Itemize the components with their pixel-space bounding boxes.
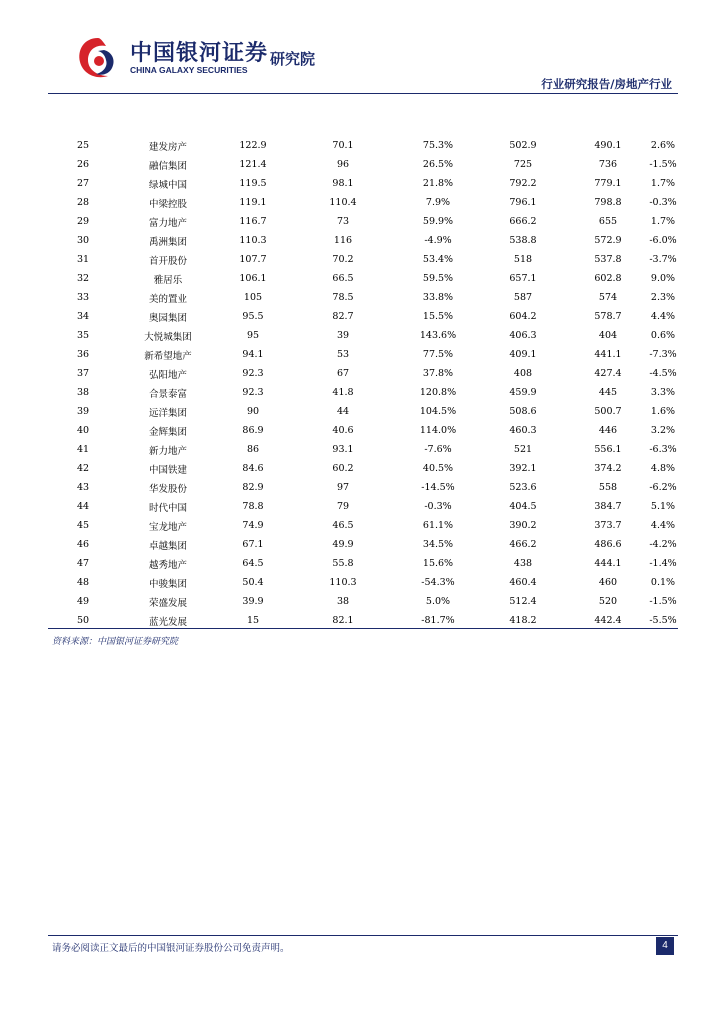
- value-cell: 38: [336, 596, 350, 607]
- change-cell: -4.5%: [649, 368, 677, 379]
- table-row: [48, 592, 678, 611]
- value-cell: 40.6: [332, 425, 354, 436]
- value-cell: 446: [598, 425, 618, 436]
- table-row: [48, 459, 678, 478]
- table-row: [48, 250, 678, 269]
- galaxy-logo-icon: [74, 34, 122, 82]
- change-cell: 75.3%: [422, 140, 454, 151]
- value-cell: 44: [336, 406, 350, 417]
- company-name-cell: 新力地产: [148, 445, 187, 457]
- company-name-cell: 雅居乐: [153, 274, 183, 286]
- value-cell: 46.5: [332, 520, 354, 531]
- change-cell: 5.0%: [425, 596, 451, 607]
- rank-cell: 27: [76, 178, 90, 189]
- change-cell: -81.7%: [421, 615, 455, 626]
- value-cell: 82.1: [332, 615, 354, 626]
- rank-cell: 49: [76, 596, 90, 607]
- value-cell: 55.8: [332, 558, 354, 569]
- value-cell: 106.1: [239, 273, 267, 284]
- change-cell: 0.6%: [650, 330, 676, 341]
- change-cell: 33.8%: [422, 292, 454, 303]
- value-cell: 460.4: [509, 577, 537, 588]
- table-row: [48, 269, 678, 288]
- change-cell: -7.3%: [649, 349, 677, 360]
- value-cell: 390.2: [509, 520, 537, 531]
- value-cell: 792.2: [509, 178, 537, 189]
- change-cell: 15.5%: [422, 311, 454, 322]
- rank-cell: 37: [76, 368, 90, 379]
- logo-english-name: CHINA GALAXY SECURITIES: [130, 65, 248, 75]
- table-row: [48, 421, 678, 440]
- value-cell: 110.3: [329, 577, 357, 588]
- change-cell: 1.7%: [650, 178, 676, 189]
- company-name-cell: 大悦城集团: [144, 331, 192, 343]
- value-cell: 725: [513, 159, 533, 170]
- company-name-cell: 卓越集团: [148, 540, 187, 552]
- company-name-cell: 中梁控股: [148, 198, 187, 210]
- value-cell: 657.1: [509, 273, 537, 284]
- change-cell: -6.2%: [649, 482, 677, 493]
- change-cell: 0.1%: [650, 577, 676, 588]
- value-cell: 574: [598, 292, 618, 303]
- value-cell: 121.4: [239, 159, 267, 170]
- value-cell: 86.9: [242, 425, 264, 436]
- change-cell: -0.3%: [649, 197, 677, 208]
- value-cell: 73: [336, 216, 350, 227]
- table-row: [48, 307, 678, 326]
- change-cell: -4.2%: [649, 539, 677, 550]
- logo-chinese-name: 中国银河证券: [130, 41, 269, 66]
- value-cell: 666.2: [509, 216, 537, 227]
- rank-cell: 46: [76, 539, 90, 550]
- change-cell: 26.5%: [422, 159, 454, 170]
- rank-cell: 34: [76, 311, 90, 322]
- rank-cell: 50: [76, 615, 90, 626]
- value-cell: 384.7: [594, 501, 622, 512]
- value-cell: 82.9: [242, 482, 264, 493]
- value-cell: 64.5: [242, 558, 264, 569]
- rank-cell: 28: [76, 197, 90, 208]
- table-row: [48, 497, 678, 516]
- value-cell: 441.1: [594, 349, 622, 360]
- value-cell: 572.9: [594, 235, 622, 246]
- company-name-cell: 禹洲集团: [148, 236, 187, 248]
- change-cell: -0.3%: [424, 501, 452, 512]
- company-name-cell: 越秀地产: [148, 559, 187, 571]
- rank-cell: 36: [76, 349, 90, 360]
- value-cell: 53: [336, 349, 350, 360]
- change-cell: 37.8%: [422, 368, 454, 379]
- rank-cell: 47: [76, 558, 90, 569]
- value-cell: 110.4: [329, 197, 357, 208]
- value-cell: 490.1: [594, 140, 622, 151]
- value-cell: 502.9: [509, 140, 537, 151]
- value-cell: 460.3: [509, 425, 537, 436]
- value-cell: 107.7: [239, 254, 267, 265]
- value-cell: 736: [598, 159, 618, 170]
- table-row: [48, 478, 678, 497]
- value-cell: 95.5: [242, 311, 264, 322]
- rank-cell: 44: [76, 501, 90, 512]
- value-cell: 556.1: [594, 444, 622, 455]
- value-cell: 122.9: [239, 140, 267, 151]
- company-name-cell: 合景泰富: [148, 388, 187, 400]
- value-cell: 406.3: [509, 330, 537, 341]
- company-name-cell: 蓝光发展: [148, 616, 187, 628]
- rank-cell: 32: [76, 273, 90, 284]
- value-cell: 95: [246, 330, 260, 341]
- value-cell: 392.1: [509, 463, 537, 474]
- value-cell: 374.2: [594, 463, 622, 474]
- change-cell: -54.3%: [421, 577, 455, 588]
- value-cell: 116: [333, 235, 353, 246]
- value-cell: 119.1: [239, 197, 267, 208]
- value-cell: 408: [513, 368, 533, 379]
- value-cell: 98.1: [332, 178, 354, 189]
- value-cell: 587: [513, 292, 533, 303]
- value-cell: 518: [513, 254, 533, 265]
- change-cell: 3.3%: [650, 387, 676, 398]
- value-cell: 97: [336, 482, 350, 493]
- value-cell: 404.5: [509, 501, 537, 512]
- value-cell: 466.2: [509, 539, 537, 550]
- value-cell: 70.1: [332, 140, 354, 151]
- value-cell: 70.2: [332, 254, 354, 265]
- table-row: [48, 212, 678, 231]
- value-cell: 512.4: [509, 596, 537, 607]
- value-cell: 604.2: [509, 311, 537, 322]
- change-cell: 53.4%: [422, 254, 454, 265]
- value-cell: 116.7: [239, 216, 267, 227]
- table-row: [48, 326, 678, 345]
- value-cell: 520: [598, 596, 618, 607]
- value-cell: 105: [243, 292, 263, 303]
- value-cell: 74.9: [242, 520, 264, 531]
- rank-cell: 39: [76, 406, 90, 417]
- company-name-cell: 绿城中国: [148, 179, 187, 191]
- company-name-cell: 奥园集团: [148, 312, 187, 324]
- value-cell: 508.6: [509, 406, 537, 417]
- company-name-cell: 远洋集团: [148, 407, 187, 419]
- rank-cell: 26: [76, 159, 90, 170]
- rank-cell: 30: [76, 235, 90, 246]
- company-name-cell: 时代中国: [148, 502, 187, 514]
- table-source-note: 资料来源：中国银河证券研究院: [52, 637, 179, 647]
- company-name-cell: 金辉集团: [148, 426, 187, 438]
- value-cell: 523.6: [509, 482, 537, 493]
- change-cell: 40.5%: [422, 463, 454, 474]
- value-cell: 442.4: [594, 615, 622, 626]
- page-number: 4: [656, 937, 674, 955]
- change-cell: 59.9%: [422, 216, 454, 227]
- rank-cell: 48: [76, 577, 90, 588]
- value-cell: 39: [336, 330, 350, 341]
- value-cell: 602.8: [594, 273, 622, 284]
- value-cell: 41.8: [332, 387, 354, 398]
- rank-cell: 31: [76, 254, 90, 265]
- value-cell: 84.6: [242, 463, 264, 474]
- value-cell: 373.7: [594, 520, 622, 531]
- value-cell: 119.5: [239, 178, 267, 189]
- value-cell: 93.1: [332, 444, 354, 455]
- company-name-cell: 美的置业: [148, 293, 187, 305]
- value-cell: 60.2: [332, 463, 354, 474]
- value-cell: 486.6: [594, 539, 622, 550]
- value-cell: 110.3: [239, 235, 267, 246]
- value-cell: 521: [513, 444, 533, 455]
- change-cell: 59.5%: [422, 273, 454, 284]
- rank-cell: 43: [76, 482, 90, 493]
- company-name-cell: 建发房产: [148, 141, 187, 153]
- value-cell: 67.1: [242, 539, 264, 550]
- value-cell: 796.1: [509, 197, 537, 208]
- change-cell: -1.4%: [649, 558, 677, 569]
- value-cell: 444.1: [594, 558, 622, 569]
- rank-cell: 40: [76, 425, 90, 436]
- table-row: [48, 535, 678, 554]
- value-cell: 404: [598, 330, 618, 341]
- value-cell: 86: [246, 444, 260, 455]
- change-cell: 2.6%: [650, 140, 676, 151]
- table-row: [48, 193, 678, 212]
- company-name-cell: 弘阳地产: [148, 369, 187, 381]
- change-cell: 1.7%: [650, 216, 676, 227]
- change-cell: 7.9%: [425, 197, 451, 208]
- value-cell: 445: [598, 387, 618, 398]
- header-divider: [48, 93, 678, 94]
- company-name-cell: 首开股份: [148, 255, 187, 267]
- logo-department: 研究院: [270, 50, 316, 68]
- change-cell: -4.9%: [424, 235, 452, 246]
- rank-cell: 42: [76, 463, 90, 474]
- value-cell: 82.7: [332, 311, 354, 322]
- change-cell: -14.5%: [421, 482, 455, 493]
- table-row: [48, 383, 678, 402]
- value-cell: 438: [513, 558, 533, 569]
- change-cell: 3.2%: [650, 425, 676, 436]
- change-cell: -6.0%: [649, 235, 677, 246]
- value-cell: 96: [336, 159, 350, 170]
- change-cell: -5.5%: [649, 615, 677, 626]
- rank-cell: 25: [76, 140, 90, 151]
- rank-cell: 35: [76, 330, 90, 341]
- value-cell: 94.1: [242, 349, 264, 360]
- change-cell: -1.5%: [649, 596, 677, 607]
- change-cell: -7.6%: [424, 444, 452, 455]
- value-cell: 798.8: [594, 197, 622, 208]
- value-cell: 578.7: [594, 311, 622, 322]
- change-cell: 114.0%: [419, 425, 457, 436]
- value-cell: 50.4: [242, 577, 264, 588]
- value-cell: 418.2: [509, 615, 537, 626]
- value-cell: 92.3: [242, 387, 264, 398]
- table-row: [48, 231, 678, 250]
- value-cell: 78.5: [332, 292, 354, 303]
- change-cell: 9.0%: [650, 273, 676, 284]
- company-name-cell: 中国铁建: [148, 464, 187, 476]
- company-name-cell: 富力地产: [148, 217, 187, 229]
- value-cell: 90: [246, 406, 260, 417]
- value-cell: 79: [336, 501, 350, 512]
- table-row: [48, 174, 678, 193]
- value-cell: 538.8: [509, 235, 537, 246]
- ranking-table: [48, 136, 678, 630]
- value-cell: 558: [598, 482, 618, 493]
- table-row: [48, 155, 678, 174]
- company-name-cell: 中骏集团: [148, 578, 187, 590]
- report-category: 行业研究报告/房地产行业: [541, 77, 672, 91]
- change-cell: 34.5%: [422, 539, 454, 550]
- rank-cell: 41: [76, 444, 90, 455]
- footer-divider: [48, 935, 678, 936]
- company-name-cell: 新希望地产: [144, 350, 192, 362]
- table-row: [48, 402, 678, 421]
- value-cell: 15: [246, 615, 260, 626]
- change-cell: 143.6%: [419, 330, 457, 341]
- table-row: [48, 554, 678, 573]
- value-cell: 92.3: [242, 368, 264, 379]
- change-cell: 4.8%: [650, 463, 676, 474]
- change-cell: -6.3%: [649, 444, 677, 455]
- table-row: [48, 516, 678, 535]
- table-bottom-rule: [48, 628, 678, 629]
- change-cell: 15.6%: [422, 558, 454, 569]
- table-row: [48, 440, 678, 459]
- table-row: [48, 136, 678, 155]
- change-cell: 120.8%: [419, 387, 457, 398]
- change-cell: 21.8%: [422, 178, 454, 189]
- rank-cell: 38: [76, 387, 90, 398]
- change-cell: 5.1%: [650, 501, 676, 512]
- rank-cell: 33: [76, 292, 90, 303]
- change-cell: 4.4%: [650, 311, 676, 322]
- company-name-cell: 华发股份: [148, 483, 187, 495]
- change-cell: 77.5%: [422, 349, 454, 360]
- change-cell: 104.5%: [419, 406, 457, 417]
- change-cell: -1.5%: [649, 159, 677, 170]
- disclaimer-note: 请务必阅读正文最后的中国银河证券股份公司免责声明。: [52, 943, 290, 954]
- company-name-cell: 融信集团: [148, 160, 187, 172]
- rank-cell: 45: [76, 520, 90, 531]
- change-cell: 1.6%: [650, 406, 676, 417]
- change-cell: 61.1%: [422, 520, 454, 531]
- company-name-cell: 宝龙地产: [148, 521, 187, 533]
- change-cell: -3.7%: [649, 254, 677, 265]
- value-cell: 78.8: [242, 501, 264, 512]
- value-cell: 39.9: [242, 596, 264, 607]
- value-cell: 427.4: [594, 368, 622, 379]
- brand-logo: [60, 28, 340, 84]
- table-row: [48, 288, 678, 307]
- change-cell: 2.3%: [650, 292, 676, 303]
- value-cell: 67: [336, 368, 350, 379]
- company-name-cell: 荣盛发展: [148, 597, 187, 609]
- change-cell: 4.4%: [650, 520, 676, 531]
- value-cell: 460: [598, 577, 618, 588]
- rank-cell: 29: [76, 216, 90, 227]
- value-cell: 500.7: [594, 406, 622, 417]
- value-cell: 779.1: [594, 178, 622, 189]
- value-cell: 459.9: [509, 387, 537, 398]
- value-cell: 537.8: [594, 254, 622, 265]
- value-cell: 655: [598, 216, 618, 227]
- value-cell: 409.1: [509, 349, 537, 360]
- value-cell: 49.9: [332, 539, 354, 550]
- value-cell: 66.5: [332, 273, 354, 284]
- table-row: [48, 364, 678, 383]
- table-row: [48, 573, 678, 592]
- table-row: [48, 345, 678, 364]
